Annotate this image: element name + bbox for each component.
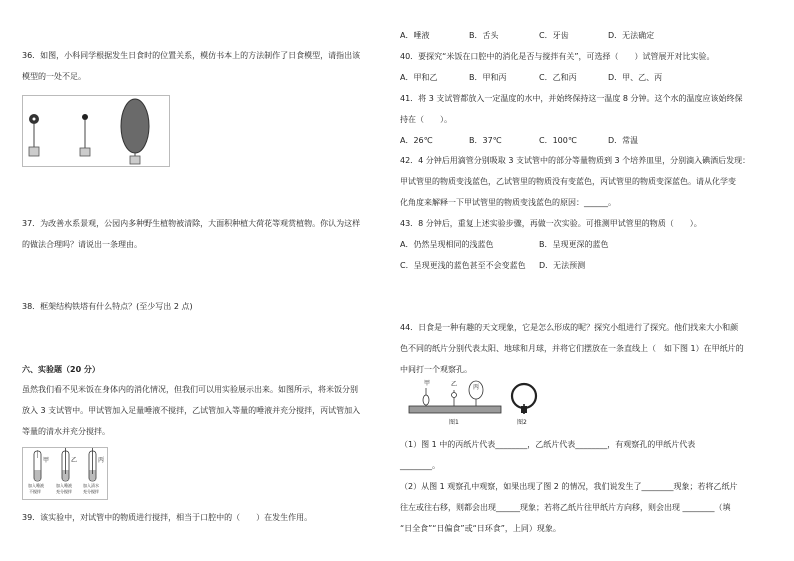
paper-jia	[423, 388, 429, 406]
tube-caption-yi-2: 充分搅拌	[56, 489, 72, 494]
q39-option-c: C．牙齿	[539, 31, 569, 40]
q40-option-d: D．甲、乙、丙	[608, 73, 663, 82]
question-37-line2: 的做法合理吗？请说出一条理由。	[22, 240, 142, 249]
figure-1-label-jia: 甲	[424, 380, 431, 387]
q40-option-c: C．乙和丙	[539, 73, 577, 82]
question-42-line1: 42．4 分钟后用滴管分别吸取 3 支试管中的部分等量物质到 3 个培养皿里，分别滴入碘酒后发现：	[400, 156, 751, 165]
experiment-intro-line1: 虽然我们看不见米饭在身体内的消化情况，但我们可以用实验展示出来。如图所示，将米饭分别	[22, 385, 358, 394]
q43-option-d: D．无法预测	[539, 261, 586, 270]
tube-label-bing: 丙	[98, 457, 105, 464]
figure-2-caption: 图2	[517, 419, 527, 426]
tube-label-yi: 乙	[71, 457, 78, 464]
tube-caption-jia-2: 不搅拌	[29, 489, 41, 494]
base-board	[409, 406, 501, 413]
q41-option-b: B．37℃	[469, 136, 502, 145]
q43-option-c: C．呈现更浅的蓝色甚至不会变蓝色	[400, 261, 526, 270]
question-44-part2-line2: 往左或往右移，则都会出现______现象；若将乙纸片往甲纸片方向移，则会出现 ________（填	[400, 503, 731, 512]
tube-caption-bing-1: 加入清水	[83, 483, 99, 488]
q41-option-d: D．常温	[608, 136, 639, 145]
q43-option-b: B．呈现更深的蓝色	[539, 240, 609, 249]
question-39: 39．该实验中，对试管中的物质进行搅拌，相当于口腔中的（ ）在发生作用。	[22, 513, 313, 522]
question-41-line1: 41．将 3 支试管都放入一定温度的水中，并始终保持这一温度 8 分钟。这个水的温度应该始终保	[400, 94, 743, 103]
test-tube-bing	[89, 448, 96, 481]
question-44-line1: 44．日食是一种有趣的天文现象，它是怎么形成的呢？探究小组进行了探究。他们找来大小和颜	[400, 323, 739, 332]
paper-yi	[452, 390, 457, 406]
figure-1-caption: 图1	[449, 419, 459, 426]
q43-option-a: A．仍然呈现相同的浅蓝色	[400, 240, 494, 249]
question-44-part2-line1: （2）从图 1 观察孔中观察，如果出现了图 2 的情况，我们说发生了________现象；若将乙纸片	[400, 482, 738, 491]
q40-option-a: A．甲和乙	[400, 73, 438, 82]
q40-option-b: B．甲和丙	[469, 73, 507, 82]
eclipse-model-figure	[22, 95, 170, 167]
question-38: 38．框架结构铁塔有什么特点？(至少写出 2 点)	[22, 302, 193, 311]
q39-option-b: B．舌头	[469, 31, 499, 40]
tube-caption-jia-1: 加入唾液	[28, 483, 44, 488]
q39-option-d: D．无法确定	[608, 31, 655, 40]
figure-1-label-yi: 乙	[451, 381, 458, 388]
question-44-part2-line3: “日全食”“日偏食”或“日环食”，上同）现象。	[400, 524, 561, 533]
question-44-part1-line1: （1）图 1 中的丙纸片代表________，乙纸片代表________，有观察孔的甲纸片代表	[400, 440, 696, 449]
figure-1-label-bing: 丙	[473, 384, 480, 391]
section-title-experiment: 六、实验题（20 分）	[22, 365, 100, 374]
question-42-line3: 化角度来解释一下甲试管里的物质变浅蓝色的原因：______。	[400, 198, 616, 207]
question-44-line3: 中间打一个观察孔。	[400, 365, 472, 374]
question-43: 43．8 分钟后，重复上述实验步骤，再做一次实验。可推测甲试管里的物质（ ）。	[400, 219, 702, 228]
question-44-part1-line2: ________。	[400, 461, 440, 470]
experiment-intro-line3: 等量的清水并充分搅拌。	[22, 427, 110, 436]
q39-option-a: A．唾液	[400, 31, 430, 40]
question-40: 40．要探究“米饭在口腔中的消化是否与搅拌有关”，可选择（ ）试管展开对比实验。	[400, 52, 715, 61]
question-44-line2: 色不同的纸片分别代表太阳、地球和月球，并将它们摆放在一条直线上（ 如下图 1）在甲纸片的	[400, 344, 744, 353]
test-tube-jia	[34, 450, 41, 481]
test-tubes-figure	[22, 447, 108, 500]
question-42-line2: 甲试管里的物质变浅蓝色，乙试管里的物质没有变蓝色，丙试管里的物质变深蓝色。请从化学变	[400, 177, 736, 186]
tube-caption-bing-2: 充分搅拌	[83, 489, 99, 494]
question-36-line1: 36．如图，小科同学根据发生日食时的位置关系，模仿书本上的方法制作了日食模型，请指出该	[22, 51, 361, 60]
question-37-line1: 37．为改善水系景观，公园内多种野生植物被清除，大面积种植大荷花等观赏植物。你认为这样	[22, 219, 361, 228]
tube-caption-yi-1: 加入唾液	[56, 483, 72, 488]
tube-label-jia: 甲	[43, 457, 50, 464]
figure-2-eclipse-view	[508, 380, 542, 416]
q41-option-a: A．26℃	[400, 136, 433, 145]
question-41-line2: 持在（ ）。	[400, 115, 452, 124]
test-tube-yi	[62, 448, 69, 481]
question-36-line2: 模型的一处不足。	[22, 72, 86, 81]
experiment-intro-line2: 放入 3 支试管中。甲试管加入足量唾液不搅拌，乙试管加入等量的唾液并充分搅拌，丙试管加入	[22, 406, 361, 415]
q41-option-c: C．100℃	[539, 136, 577, 145]
